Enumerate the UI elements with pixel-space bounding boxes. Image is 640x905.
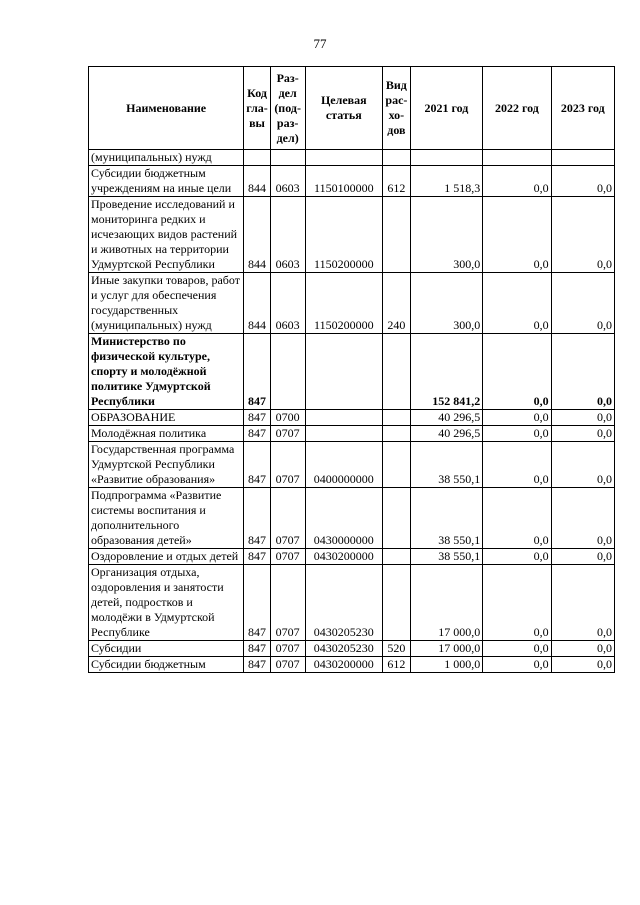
cell-y2022: 0,0 (483, 273, 551, 334)
header-2023: 2023 год (551, 67, 614, 150)
cell-kind: 240 (383, 273, 411, 334)
cell-y2021: 17 000,0 (410, 565, 483, 641)
cell-kind (383, 426, 411, 442)
cell-kind: 612 (383, 166, 411, 197)
cell-y2021: 17 000,0 (410, 641, 483, 657)
cell-section (270, 150, 305, 166)
cell-name: Государственная программа Удмуртской Республики «Развитие образования» (89, 442, 244, 488)
table-row (89, 410, 615, 426)
cell-code: 844 (244, 273, 271, 334)
cell-section: 0603 (270, 197, 305, 273)
table-row (89, 197, 615, 273)
table-row (89, 565, 615, 641)
cell-y2021: 38 550,1 (410, 549, 483, 565)
cell-y2022: 0,0 (483, 565, 551, 641)
cell-section: 0707 (270, 442, 305, 488)
cell-y2023: 0,0 (551, 410, 614, 426)
cell-y2022 (483, 150, 551, 166)
cell-name: Субсидии (89, 641, 244, 657)
cell-y2023 (551, 150, 614, 166)
cell-y2022: 0,0 (483, 166, 551, 197)
cell-kind (383, 549, 411, 565)
cell-name: Субсидии бюджетным учреждениям на иные цели (89, 166, 244, 197)
table-row (89, 334, 615, 410)
cell-kind (383, 410, 411, 426)
cell-name: ОБРАЗОВАНИЕ (89, 410, 244, 426)
cell-y2022: 0,0 (483, 197, 551, 273)
cell-kind (383, 488, 411, 549)
cell-y2021: 1 518,3 (410, 166, 483, 197)
cell-target: 0430205230 (305, 565, 383, 641)
cell-code: 847 (244, 641, 271, 657)
cell-y2021: 300,0 (410, 273, 483, 334)
budget-table (88, 66, 615, 673)
page-number: 77 (313, 36, 327, 51)
cell-target (305, 426, 383, 442)
table-row (89, 442, 615, 488)
table-row (89, 150, 615, 166)
cell-code: 847 (244, 334, 271, 410)
cell-y2023: 0,0 (551, 549, 614, 565)
cell-y2023: 0,0 (551, 641, 614, 657)
cell-y2022: 0,0 (483, 488, 551, 549)
cell-y2022: 0,0 (483, 641, 551, 657)
cell-name: Оздоровление и отдых детей (89, 549, 244, 565)
header-code: Код гла-вы (244, 67, 271, 150)
cell-code: 844 (244, 197, 271, 273)
cell-y2023: 0,0 (551, 273, 614, 334)
cell-target (305, 410, 383, 426)
cell-y2023: 0,0 (551, 197, 614, 273)
header-2022: 2022 год (483, 67, 551, 150)
cell-y2023: 0,0 (551, 426, 614, 442)
cell-name: (муниципальных) нужд (89, 150, 244, 166)
cell-name: Иные закупки товаров, работ и услуг для обеспечения государственных (муниципальных) нужд (89, 273, 244, 334)
cell-target: 0430200000 (305, 657, 383, 673)
cell-code (244, 150, 271, 166)
cell-kind (383, 197, 411, 273)
cell-y2021: 40 296,5 (410, 426, 483, 442)
table-row (89, 166, 615, 197)
cell-target: 1150100000 (305, 166, 383, 197)
cell-target: 1150200000 (305, 273, 383, 334)
cell-kind (383, 334, 411, 410)
cell-kind: 520 (383, 641, 411, 657)
table-header-row (89, 67, 615, 150)
cell-y2023: 0,0 (551, 488, 614, 549)
cell-y2022: 0,0 (483, 410, 551, 426)
cell-code: 847 (244, 426, 271, 442)
cell-y2022: 0,0 (483, 426, 551, 442)
cell-code: 847 (244, 549, 271, 565)
table-row (89, 657, 615, 673)
cell-y2023: 0,0 (551, 657, 614, 673)
cell-target: 0430000000 (305, 488, 383, 549)
cell-kind: 612 (383, 657, 411, 673)
cell-y2022: 0,0 (483, 334, 551, 410)
cell-target: 0430200000 (305, 549, 383, 565)
cell-code: 847 (244, 488, 271, 549)
table-row (89, 426, 615, 442)
cell-y2023: 0,0 (551, 334, 614, 410)
table-row (89, 549, 615, 565)
cell-section: 0707 (270, 641, 305, 657)
cell-section (270, 334, 305, 410)
cell-code: 847 (244, 442, 271, 488)
header-target: Целевая статья (305, 67, 383, 150)
table-row (89, 488, 615, 549)
cell-target: 0430205230 (305, 641, 383, 657)
cell-y2022: 0,0 (483, 549, 551, 565)
cell-section: 0707 (270, 657, 305, 673)
cell-section: 0707 (270, 426, 305, 442)
header-section: Раз-дел (под-раз-дел) (270, 67, 305, 150)
cell-section: 0603 (270, 166, 305, 197)
cell-target (305, 150, 383, 166)
header-name: Наименование (89, 67, 244, 150)
cell-y2021: 40 296,5 (410, 410, 483, 426)
header-kind: Вид рас-хо-дов (383, 67, 411, 150)
cell-kind (383, 565, 411, 641)
cell-section: 0707 (270, 565, 305, 641)
cell-code: 847 (244, 565, 271, 641)
cell-target (305, 334, 383, 410)
cell-code: 847 (244, 410, 271, 426)
cell-code: 847 (244, 657, 271, 673)
cell-kind (383, 150, 411, 166)
cell-y2022: 0,0 (483, 442, 551, 488)
cell-name: Организация отдыха, оздоровления и занятости детей, подростков и молодёжи в Удмуртской Республике (89, 565, 244, 641)
cell-section: 0707 (270, 549, 305, 565)
cell-target: 1150200000 (305, 197, 383, 273)
table-row (89, 641, 615, 657)
cell-y2022: 0,0 (483, 657, 551, 673)
cell-y2021: 38 550,1 (410, 442, 483, 488)
cell-y2023: 0,0 (551, 442, 614, 488)
cell-name: Подпрограмма «Развитие системы воспитания и дополнительного образования детей» (89, 488, 244, 549)
cell-y2021: 38 550,1 (410, 488, 483, 549)
cell-kind (383, 442, 411, 488)
cell-name: Министерство по физической культуре, спорту и молодёжной политике Удмуртской Республики (89, 334, 244, 410)
cell-section: 0603 (270, 273, 305, 334)
cell-name: Молодёжная политика (89, 426, 244, 442)
table-body (89, 150, 615, 673)
cell-section: 0700 (270, 410, 305, 426)
cell-y2021: 300,0 (410, 197, 483, 273)
cell-section: 0707 (270, 488, 305, 549)
cell-y2023: 0,0 (551, 565, 614, 641)
cell-y2021: 152 841,2 (410, 334, 483, 410)
cell-code: 844 (244, 166, 271, 197)
cell-target: 0400000000 (305, 442, 383, 488)
cell-name: Проведение исследований и мониторинга редких и исчезающих видов растений и животных на территории Удмуртской Республики (89, 197, 244, 273)
table-row (89, 273, 615, 334)
cell-y2021 (410, 150, 483, 166)
cell-y2023: 0,0 (551, 166, 614, 197)
cell-y2021: 1 000,0 (410, 657, 483, 673)
cell-name: Субсидии бюджетным (89, 657, 244, 673)
header-2021: 2021 год (410, 67, 483, 150)
